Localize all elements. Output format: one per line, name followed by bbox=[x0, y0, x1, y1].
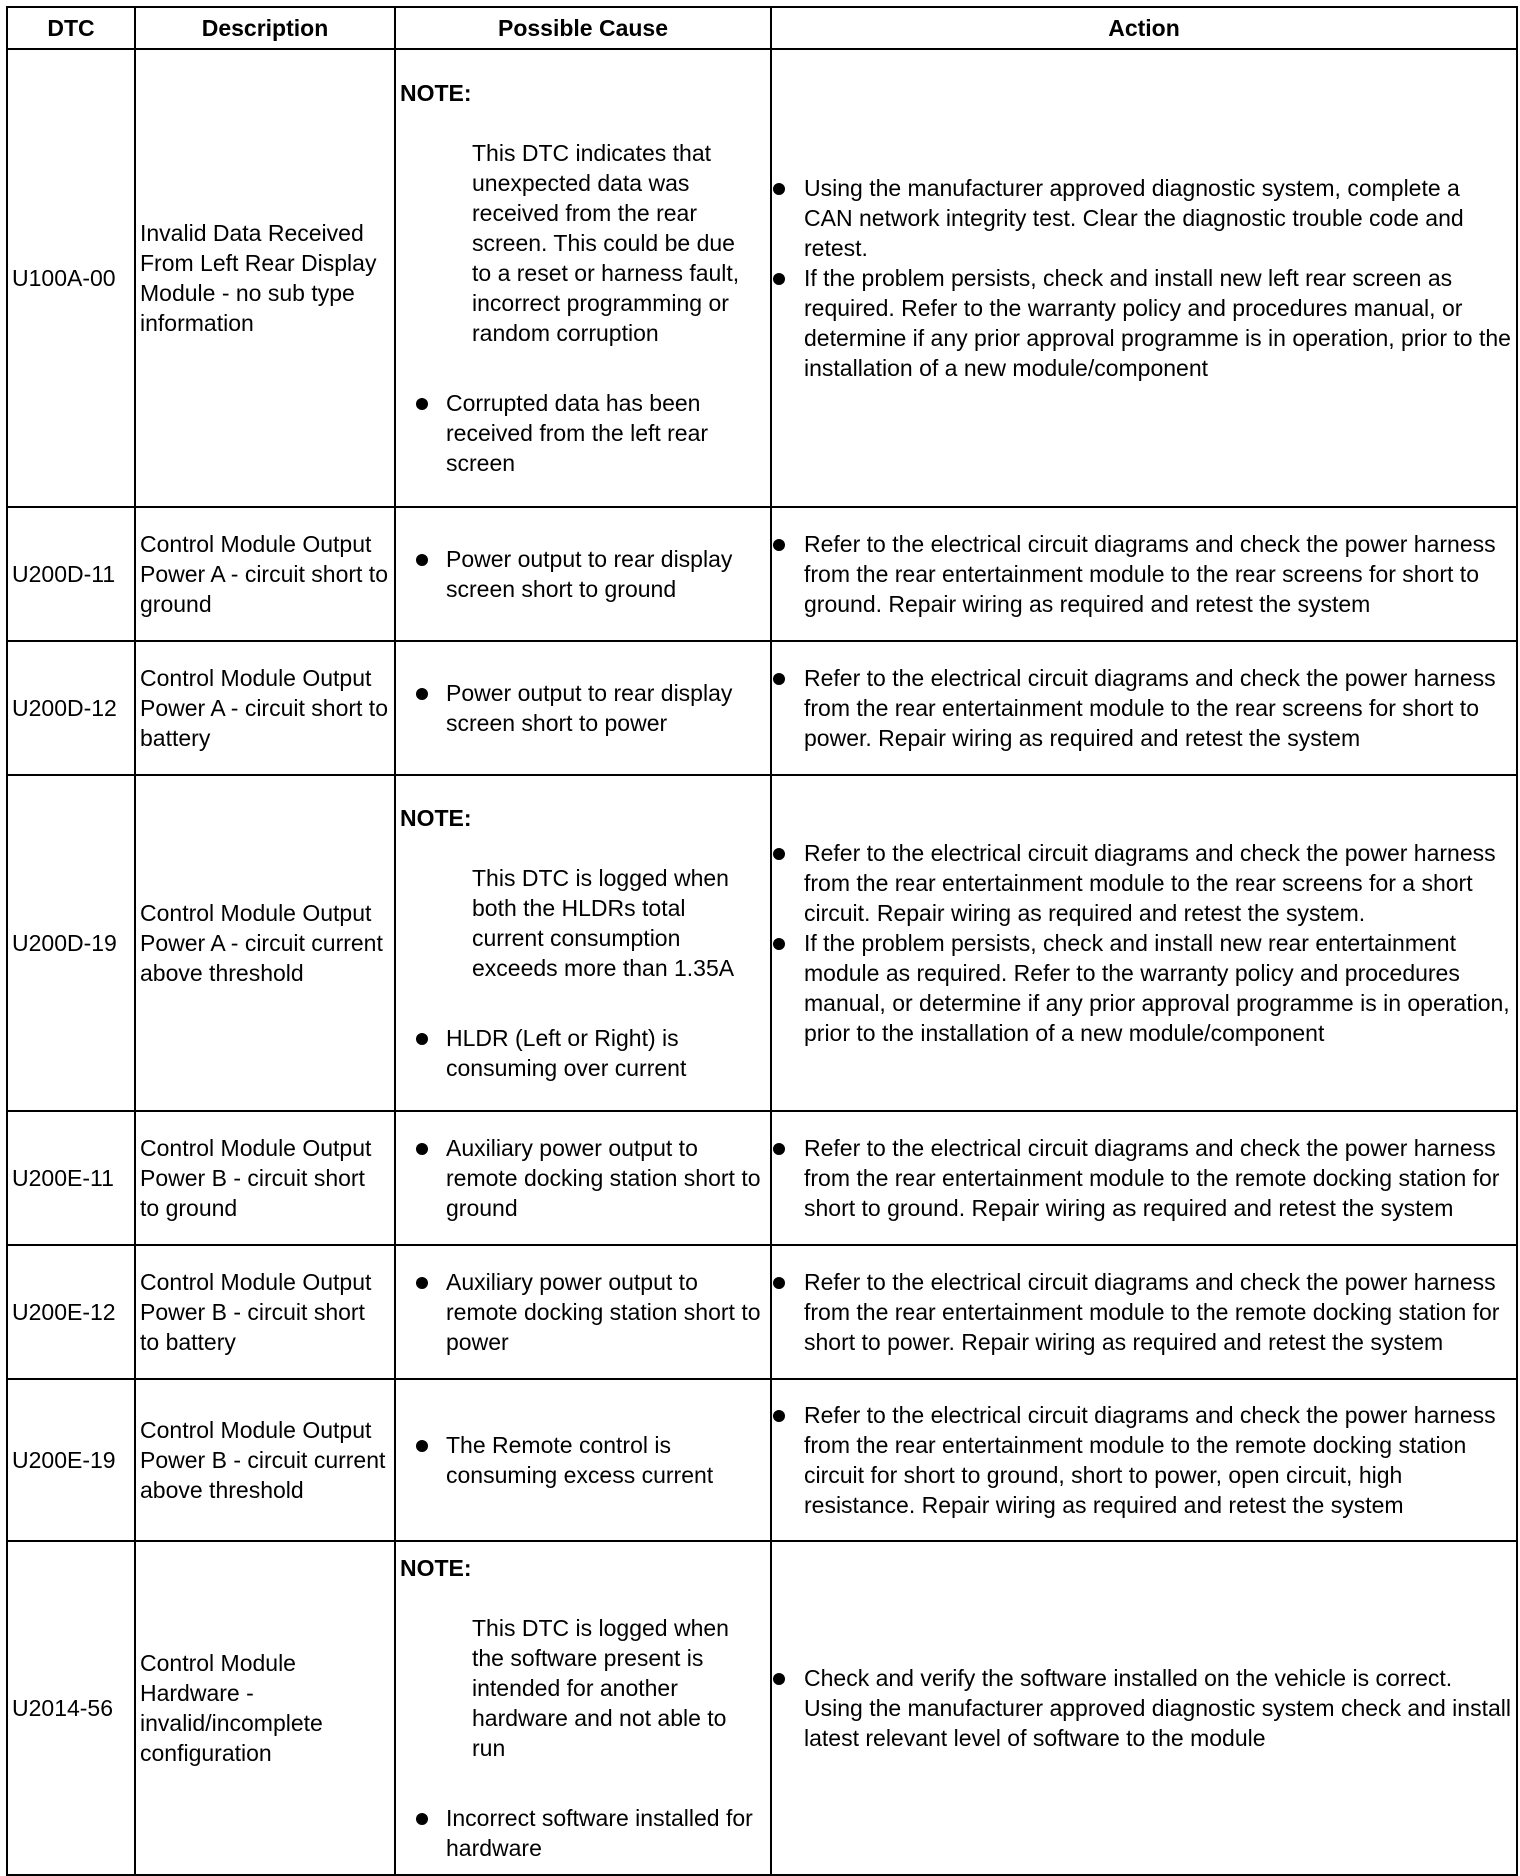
action-cell bbox=[771, 507, 1517, 641]
possible-cause-cell bbox=[395, 775, 771, 1111]
possible-cause-cell bbox=[395, 507, 771, 641]
action-item: Refer to the electrical circuit diagrams and check the power harness from the rear entertainment module to the rear screens for a short circuit. Repair wiring as required and retest the system. bbox=[776, 838, 1512, 928]
possible-cause-cell bbox=[395, 641, 771, 775]
cause-list bbox=[400, 1133, 766, 1223]
dtc-code: U200E-19 bbox=[7, 1379, 135, 1541]
cause-list bbox=[400, 1023, 766, 1083]
action-item: If the problem persists, check and install new left rear screen as required. Refer to the warranty policy and procedures manual, or determine if any prior approval programme is in operation, prior to the installation of a new module/component bbox=[776, 263, 1512, 383]
cause-list bbox=[400, 544, 766, 604]
action-list bbox=[776, 838, 1512, 1048]
note-text: This DTC is logged when the software present is intended for another hardware and not able to run bbox=[472, 1615, 729, 1761]
header-possible-cause: Possible Cause bbox=[395, 7, 771, 49]
note-text: This DTC indicates that unexpected data was received from the rear screen. This could be due to a reset or harness fault, incorrect programming or random corruption bbox=[472, 140, 740, 346]
header-action: Action bbox=[771, 7, 1517, 49]
action-item: Using the manufacturer approved diagnostic system, complete a CAN network integrity test. Clear the diagnostic trouble code and retest. bbox=[776, 173, 1512, 263]
dtc-code: U200E-12 bbox=[7, 1245, 135, 1379]
dtc-description: Control Module Hardware - invalid/incomplete configuration bbox=[135, 1541, 395, 1875]
action-list bbox=[776, 173, 1512, 383]
action-item: Refer to the electrical circuit diagrams and check the power harness from the rear entertainment module to the remote docking station for short to power. Repair wiring as required and retest the system bbox=[776, 1267, 1512, 1357]
cause-list bbox=[400, 388, 766, 478]
note-label: NOTE: bbox=[400, 805, 472, 831]
action-item: Check and verify the software installed on the vehicle is correct. Using the manufacturer approved diagnostic system check and install latest relevant level of software to the module bbox=[776, 1663, 1512, 1753]
possible-cause-cell bbox=[395, 1245, 771, 1379]
action-list bbox=[776, 1133, 1512, 1223]
cause-list bbox=[400, 1430, 766, 1490]
dtc-description: Control Module Output Power B - circuit short to ground bbox=[135, 1111, 395, 1245]
dtc-description: Control Module Output Power A - circuit short to ground bbox=[135, 507, 395, 641]
dtc-description: Control Module Output Power A - circuit current above threshold bbox=[135, 775, 395, 1111]
cause-item: Auxiliary power output to remote docking station short to power bbox=[400, 1267, 766, 1357]
possible-cause-cell bbox=[395, 49, 771, 507]
dtc-description: Invalid Data Received From Left Rear Display Module - no sub type information bbox=[135, 49, 395, 507]
dtc-code: U100A-00 bbox=[7, 49, 135, 507]
action-list bbox=[776, 1267, 1512, 1357]
possible-cause-cell bbox=[395, 1541, 771, 1875]
dtc-description: Control Module Output Power A - circuit short to battery bbox=[135, 641, 395, 775]
cause-item: Power output to rear display screen short to power bbox=[400, 678, 766, 738]
action-item: Refer to the electrical circuit diagrams and check the power harness from the rear entertainment module to the rear screens for short to power. Repair wiring as required and retest the system bbox=[776, 663, 1512, 753]
dtc-description: Control Module Output Power B - circuit short to battery bbox=[135, 1245, 395, 1379]
cause-item: Power output to rear display screen short to ground bbox=[400, 544, 766, 604]
table-row bbox=[7, 1541, 1517, 1875]
table-row bbox=[7, 641, 1517, 775]
action-list bbox=[776, 663, 1512, 753]
possible-cause-cell bbox=[395, 1379, 771, 1541]
action-list bbox=[776, 1663, 1512, 1753]
table-header-row bbox=[7, 7, 1517, 49]
dtc-code: U2014-56 bbox=[7, 1541, 135, 1875]
action-item: Refer to the electrical circuit diagrams and check the power harness from the rear entertainment module to the rear screens for short to ground. Repair wiring as required and retest the system bbox=[776, 529, 1512, 619]
action-item: If the problem persists, check and install new rear entertainment module as required. Refer to the warranty policy and procedures manual, or determine if any prior approval programme is in operation, prior to the installation of a new module/component bbox=[776, 928, 1512, 1048]
table-row bbox=[7, 49, 1517, 507]
cause-item: Incorrect software installed for hardware bbox=[400, 1803, 766, 1863]
action-item: Refer to the electrical circuit diagrams and check the power harness from the rear entertainment module to the remote docking station circuit for short to ground, short to power, open circuit, high resistance. Repair wiring as required and retest the system bbox=[776, 1400, 1512, 1520]
cause-item: Auxiliary power output to remote docking station short to ground bbox=[400, 1133, 766, 1223]
note-text: This DTC is logged when both the HLDRs total current consumption exceeds more than 1.35A bbox=[472, 865, 735, 981]
dtc-code: U200D-19 bbox=[7, 775, 135, 1111]
header-description: Description bbox=[135, 7, 395, 49]
action-cell bbox=[771, 1379, 1517, 1541]
cause-list bbox=[400, 1267, 766, 1357]
cause-item: The Remote control is consuming excess current bbox=[400, 1430, 766, 1490]
dtc-code: U200E-11 bbox=[7, 1111, 135, 1245]
cause-list bbox=[400, 678, 766, 738]
cause-list bbox=[400, 1803, 766, 1863]
possible-cause-cell bbox=[395, 1111, 771, 1245]
table-row bbox=[7, 775, 1517, 1111]
dtc-description: Control Module Output Power B - circuit current above threshold bbox=[135, 1379, 395, 1541]
action-cell bbox=[771, 1111, 1517, 1245]
cause-item: Corrupted data has been received from the left rear screen bbox=[400, 388, 766, 478]
action-cell bbox=[771, 1245, 1517, 1379]
dtc-code: U200D-12 bbox=[7, 641, 135, 775]
note-label: NOTE: bbox=[400, 80, 472, 106]
header-dtc: DTC bbox=[7, 7, 135, 49]
cause-item: HLDR (Left or Right) is consuming over current bbox=[400, 1023, 766, 1083]
action-list bbox=[776, 1400, 1512, 1520]
action-cell bbox=[771, 641, 1517, 775]
action-item: Refer to the electrical circuit diagrams and check the power harness from the rear entertainment module to the remote docking station for short to ground. Repair wiring as required and retest the system bbox=[776, 1133, 1512, 1223]
action-cell bbox=[771, 49, 1517, 507]
note-label: NOTE: bbox=[400, 1555, 472, 1581]
action-cell bbox=[771, 1541, 1517, 1875]
table-row bbox=[7, 1245, 1517, 1379]
dtc-table bbox=[6, 6, 1518, 1876]
table-row bbox=[7, 507, 1517, 641]
action-list bbox=[776, 529, 1512, 619]
table-row bbox=[7, 1379, 1517, 1541]
dtc-code: U200D-11 bbox=[7, 507, 135, 641]
action-cell bbox=[771, 775, 1517, 1111]
table-row bbox=[7, 1111, 1517, 1245]
